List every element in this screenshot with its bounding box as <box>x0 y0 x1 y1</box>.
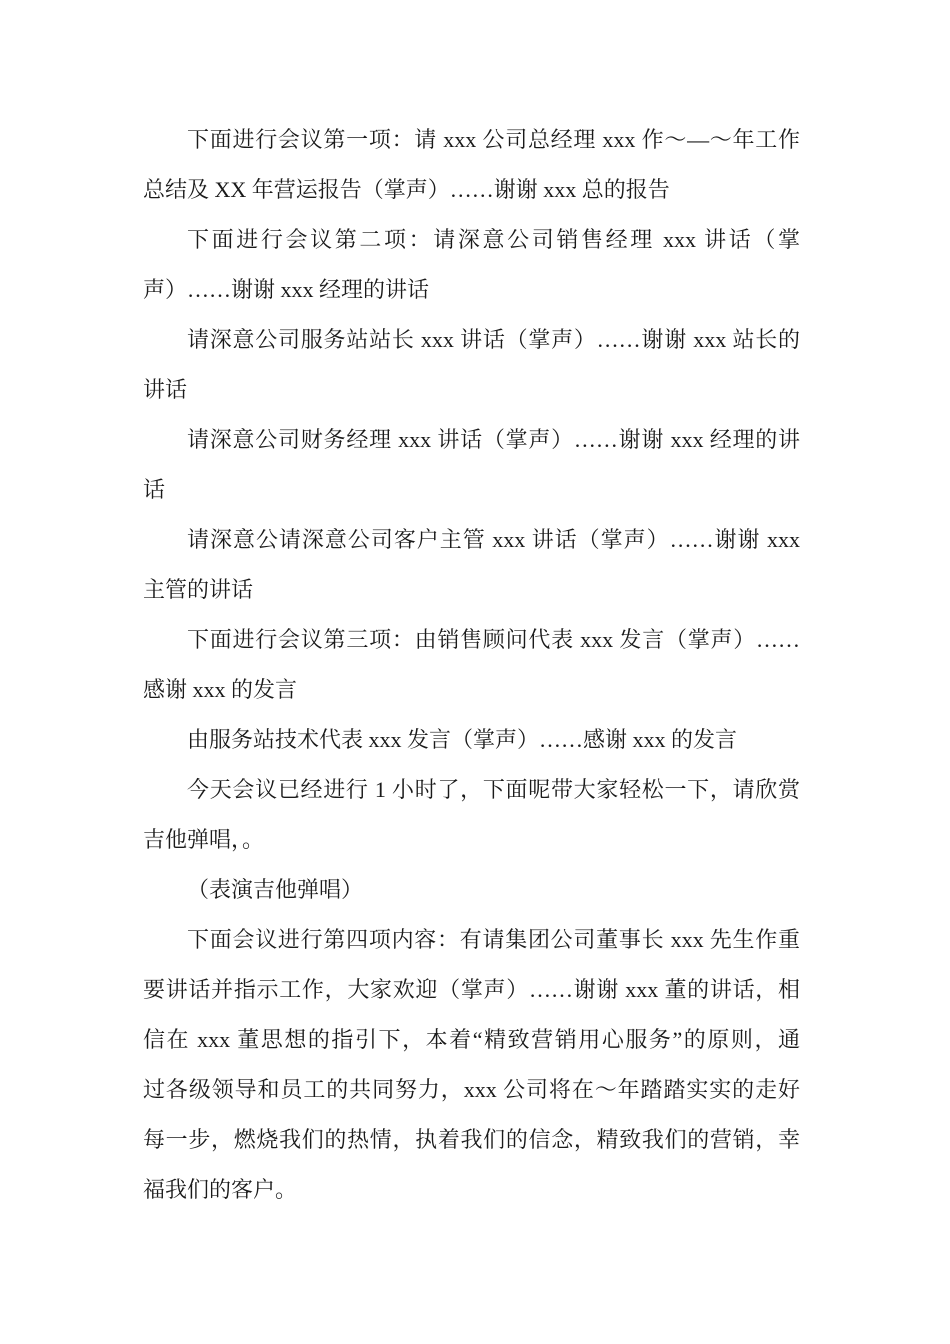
text-line: 主管的讲话 <box>143 577 254 602</box>
text-line: 感谢 xxx 的发言 <box>143 677 298 702</box>
text-line: 每一步，燃烧我们的热情，执着我们的信念，精致我们的营销，幸 <box>143 1127 800 1152</box>
text-line: 请深意公请深意公司客户主管 xxx 讲话（掌声）……谢谢 xxx <box>187 527 800 552</box>
text-line: 下面会议进行第四项内容：有请集团公司董事长 xxx 先生作重 <box>187 927 800 952</box>
paragraph <box>143 765 800 865</box>
paragraph <box>143 415 800 515</box>
text-line: 声）……谢谢 xxx 经理的讲话 <box>143 277 430 302</box>
paragraph <box>143 915 800 1215</box>
text-line: 讲话 <box>143 377 188 402</box>
paragraph <box>143 515 800 615</box>
paragraph <box>143 315 800 415</box>
text-line: 下面进行会议第二项：请深意公司销售经理 xxx 讲话（掌 <box>187 227 800 252</box>
text-line: 话 <box>143 477 166 502</box>
paragraph <box>143 715 800 765</box>
text-line: 由服务站技术代表 xxx 发言（掌声）……感谢 xxx 的发言 <box>187 727 738 752</box>
text-line: 过各级领导和员工的共同努力，xxx 公司将在～年踏踏实实的走好 <box>143 1077 800 1102</box>
text-line: 信在 xxx 董思想的指引下，本着“精致营销用心服务”的原则，通 <box>143 1027 800 1052</box>
text-line: 请深意公司财务经理 xxx 讲话（掌声）……谢谢 xxx 经理的讲 <box>187 427 800 452</box>
document-body <box>143 115 800 1215</box>
text-line: 吉他弹唱，。 <box>143 827 265 852</box>
text-line: 要讲话并指示工作，大家欢迎（掌声）……谢谢 xxx 董的讲话，相 <box>143 977 800 1002</box>
text-line: 下面进行会议第三项：由销售顾问代表 xxx 发言（掌声）…… <box>187 627 800 652</box>
text-line: 总结及 XX 年营运报告（掌声）……谢谢 xxx 总的报告 <box>143 177 670 202</box>
paragraph <box>143 615 800 715</box>
text-line: 福我们的客户。 <box>143 1177 298 1202</box>
paragraph <box>143 215 800 315</box>
paragraph <box>143 865 800 915</box>
paragraph <box>143 115 800 215</box>
text-line: 请深意公司服务站站长 xxx 讲话（掌声）……谢谢 xxx 站长的 <box>187 327 800 352</box>
text-line: （表演吉他弹唱） <box>187 877 364 902</box>
text-line: 今天会议已经进行 1 小时了，下面呢带大家轻松一下，请欣赏 <box>187 777 800 802</box>
text-line: 下面进行会议第一项：请 xxx 公司总经理 xxx 作～—～年工作 <box>187 127 800 152</box>
